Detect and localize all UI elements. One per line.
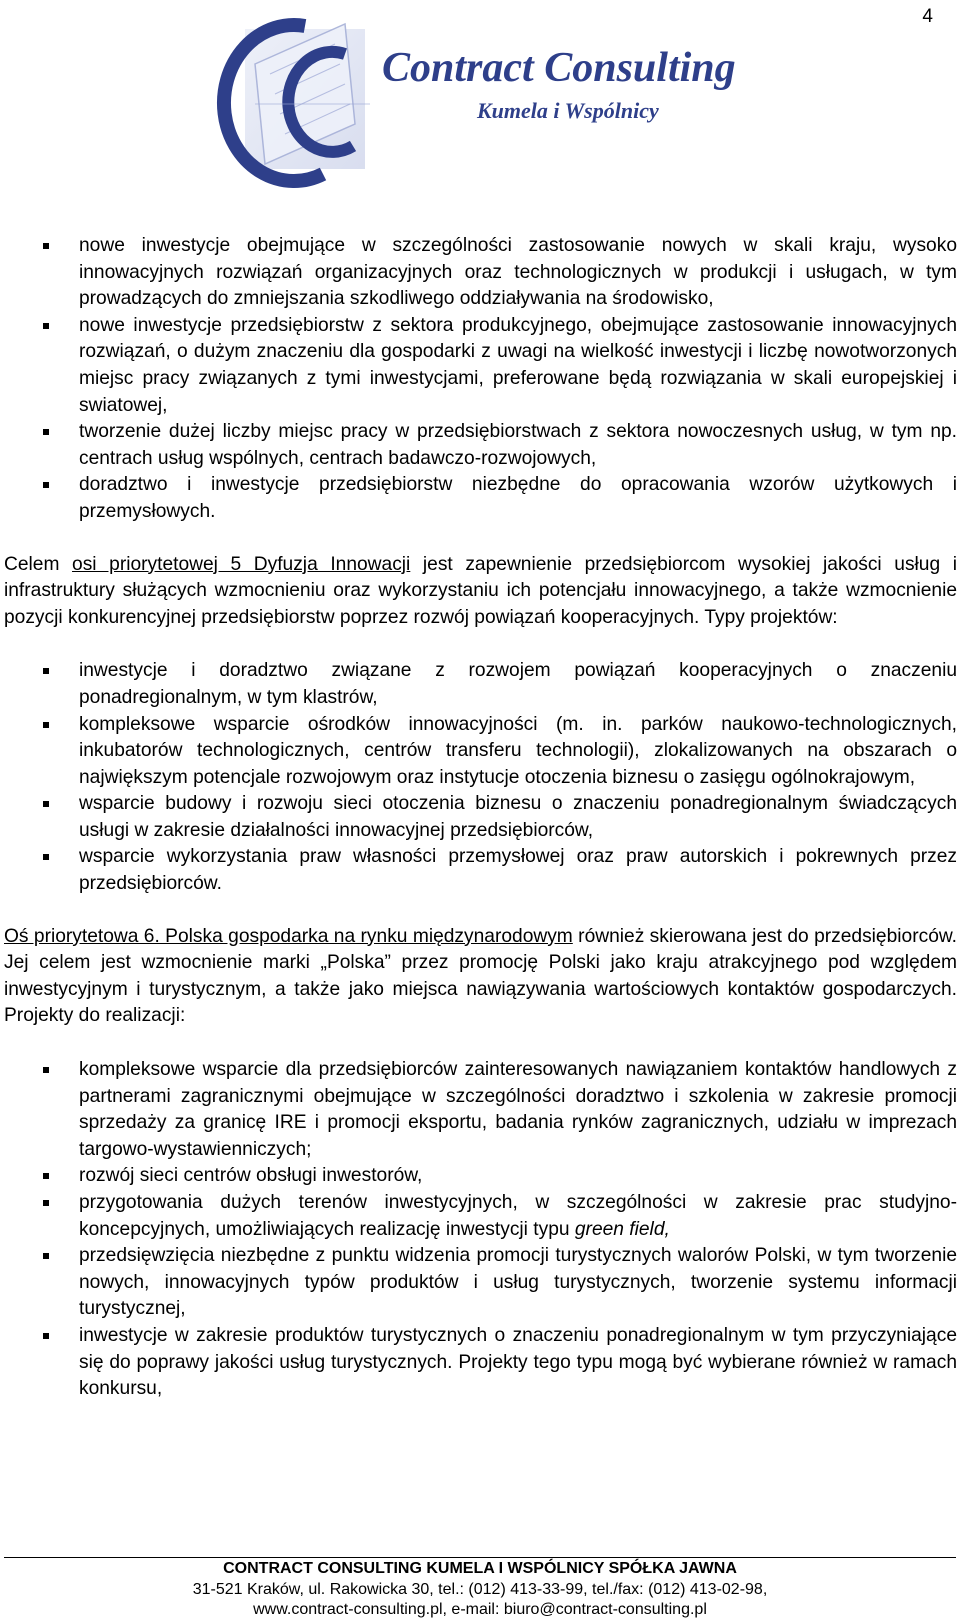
- priority-axis-5-link: osi priorytetowej 5 Dyfuzja Innowacji: [72, 553, 411, 575]
- paragraph-priority-axis-5: Celem osi priorytetowej 5 Dyfuzja Innowacji jest zapewnienie przedsiębiorcom wysokiej jakości usług i infrastruktury służących wzmocnieniu oraz wykorzystaniu ich potencjału innowacyjnego, a także wzmocnienie pozycji konkurencyjnej przedsiębiorstw poprzez rozwój powiązań kooperacyjnych. Typy projektów:: [4, 553, 957, 628]
- list-item: inwestycje w zakresie produktów turystycznych o znaczeniu ponadregionalnym w tym przyczyniające się do poprawy jakości usług turystycznych. Projekty tego typu mogą być wybierane również w ramach konkursu,: [4, 1323, 957, 1403]
- list-item: nowe inwestycje przedsiębiorstw z sektora produkcyjnego, obejmujące zastosowanie innowacyjnych rozwiązań, o dużym znaczeniu dla gospodarki z uwagi na wielkość inwestycji i liczbę nowotworzonych miejsc pracy związanych z tymi inwestycjami, preferowane będą rozwiązania w skali europejskiej i swiatowej,: [4, 313, 957, 419]
- company-logo: [195, 4, 736, 194]
- footer-divider: [4, 1557, 956, 1558]
- list-item: nowe inwestycje obejmujące w szczególności zastosowanie nowych w skali kraju, wysoko innowacyjnych rozwiązań organizacyjnych oraz technologicznych w produkcji i usługach, w tym prowadzących do zmniejszania szkodliwego oddziaływania na środowisko,: [4, 233, 957, 313]
- footer-address: 31-521 Kraków, ul. Rakowicka 30, tel.: (012) 413-33-99, tel./fax: (012) 413-02-98,: [192, 1581, 768, 1598]
- document-body: [4, 233, 957, 1403]
- priority-axis-6-link: Oś priorytetowa 6. Polska gospodarka na rynku międzynarodowym: [4, 925, 573, 947]
- footer-company: CONTRACT CONSULTING KUMELA I WSPÓLNICY SPÓŁKA JAWNA: [223, 1560, 737, 1577]
- list-item: przedsięwzięcia niezbędne z punktu widzenia promocji turystycznych walorów Polski, w tym tworzenie nowych, innowacyjnych typów produktów i usług turystycznych, tworzenie systemu informacji turystycznej,: [4, 1243, 957, 1323]
- logo-title: Contract Consulting: [382, 45, 736, 91]
- paragraph-priority-axis-6: Oś priorytetowa 6. Polska gospodarka na rynku międzynarodowym również skierowana jest do przedsiębiorców. Jej celem jest wzmocnienie marki „Polska” przez promocję Polski jako kraju atrakcyjnego pod względem inwestycyjnym i turystycznym, a także jako miejsca nawiązywania wartościowych kontaktów gospodarczych. Projekty do realizacji:: [4, 925, 957, 1027]
- list-item: tworzenie dużej liczby miejsc pracy w przedsiębiorstwach z sektora nowoczesnych usług, w tym np. centrach usług wspólnych, centrach badawczo-rozwojowych,: [4, 419, 957, 472]
- list-item: przygotowania dużych terenów inwestycyjnych, w szczególności w zakresie prac studyjno-koncepcyjnych, umożliwiających realizację inwestycji typu green field,: [4, 1190, 957, 1243]
- list-item: inwestycje i doradztwo związane z rozwojem powiązań kooperacyjnych o znaczeniu ponadregionalnym, w tym klastrów,: [4, 658, 957, 711]
- page-number: 4: [922, 6, 933, 27]
- bullet-list-projects: [4, 1057, 957, 1403]
- list-item: wsparcie wykorzystania praw własności przemysłowej oraz praw autorskich i pokrewnych przez przedsiębiorców.: [4, 844, 957, 897]
- footer-contact: www.contract-consulting.pl, e-mail: biuro@contract-consulting.pl: [253, 1601, 707, 1618]
- list-item: kompleksowe wsparcie ośrodków innowacyjności (m. in. parków naukowo-technologicznych, inkubatorów technologicznych, centrów transferu technologii), zlokalizowanych na obszarach o największym potencjale rozwojowym oraz instytucje otoczenia biznesu o zasięgu ogólnokrajowym,: [4, 712, 957, 792]
- list-item: wsparcie budowy i rozwoju sieci otoczenia biznesu o znaczeniu ponadregionalnym świadczących usługi w zakresie działalności innowacyjnej przedsiębiorców,: [4, 791, 957, 844]
- bullet-list-project-types: [4, 658, 957, 897]
- list-item: doradztwo i inwestycje przedsiębiorstw niezbędne do opracowania wzorów użytkowych i przemysłowych.: [4, 472, 957, 525]
- logo-subtitle: Kumela i Wspólnicy: [477, 98, 659, 123]
- list-item: rozwój sieci centrów obsługi inwestorów,: [4, 1163, 957, 1190]
- list-item: kompleksowe wsparcie dla przedsiębiorców zainteresowanych nawiązaniem kontaktów handlowych z partnerami zagranicznymi obejmujące w szczególności doradztwo i szkolenia w zakresie promocji sprzedaży za granicę IRE i promocji eksportu, badania rynków zagranicznych, udziału w imprezach targowo-wystawienniczych;: [4, 1057, 957, 1163]
- bullet-list-investments: [4, 233, 957, 526]
